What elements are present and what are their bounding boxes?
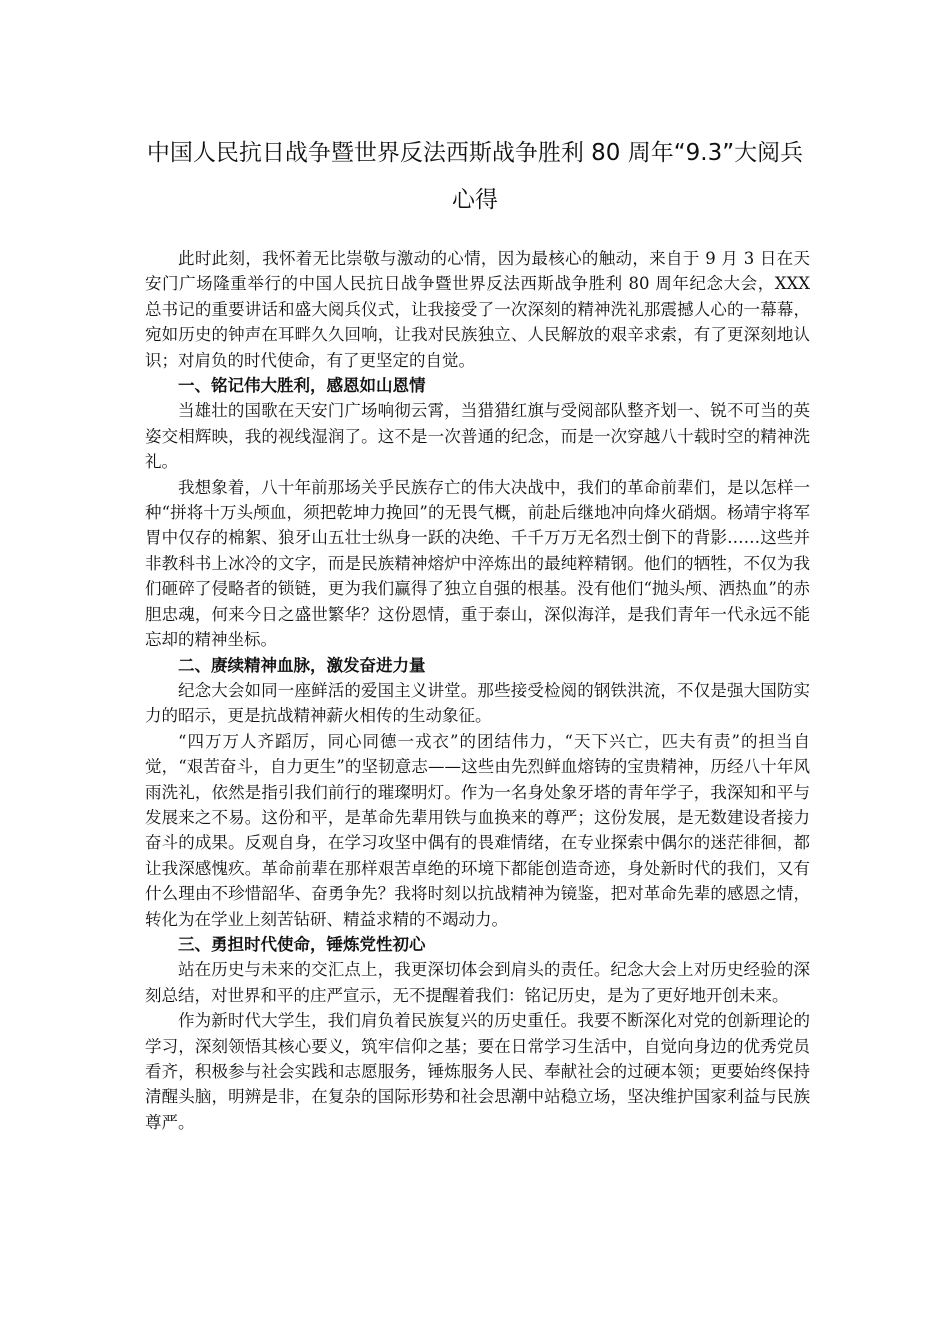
section-1-paragraph-1: 当雄壮的国歌在天安门广场响彻云霄，当猎猎红旗与受阅部队整齐划一、锐不可当的英姿交相辉映，我的视线湿润了。这不是一次普通的纪念，而是一次穿越八十载时空的精神洗礼。 bbox=[145, 401, 810, 472]
section-3-heading: 三、勇担时代使命，锤炼党性初心 bbox=[178, 934, 426, 954]
section-2-paragraph-1: 纪念大会如同一座鲜活的爱国主义讲堂。那些接受检阅的钢铁洪流，不仅是强大国防实力的昭示，更是抗战精神薪火相传的生动象征。 bbox=[145, 680, 810, 726]
section-1-paragraph-2: 我想象着，八十年前那场关乎民族存亡的伟大决战中，我们的革命前辈们，是以怎样一种“拼将十万头颅血，须把乾坤力挽回”的无畏气概，前赴后继地冲向烽火硝烟。杨靖宇将军胃中仅存的棉絮、狼牙山五壮士纵身一跃的决绝、千千万万无名烈士倒下的背影……这些并非教科书上冰冷的文字，而是民族精神熔炉中淬炼出的最纯粹精钢。他们的牺牲，不仅为我们砸碎了侵略者的锁链，更为我们赢得了独立自强的根基。没有他们“抛头颅、洒热血”的赤胆忠魂，何来今日之盛世繁华？这份恩情，重于泰山，深似海洋，是我们青年一代永远不能忘却的精神坐标。 bbox=[145, 477, 810, 650]
section-3-paragraph-1: 站在历史与未来的交汇点上，我更深切体会到肩头的责任。纪念大会上对历史经验的深刻总结，对世界和平的庄严宣示，无不提醒着我们：铭记历史，是为了更好地开创未来。 bbox=[145, 960, 810, 1005]
document-title-line1: 中国人民抗日战争暨世界反法西斯战争胜利 80 周年“9.3”大阅兵 bbox=[146, 140, 804, 166]
section-2-paragraph-2: “四万万人齐蹈厉，同心同德一戎衣”的团结伟力，“天下兴亡，匹夫有责”的担当自觉，“艰苦奋斗，自力更生”的坚韧意志——这些由先烈鲜血熔铸的宝贵精神，历经八十年风雨洗礼，依然是指引我们前行的璀璨明灯。作为一名身处象牙塔的青年学子，我深知和平与发展来之不易。这份和平，是革命先辈用铁与血换来的尊严；这份发展，是无数建设者接力奋斗的成果。反观自身，在学习攻坚中偶有的畏难情绪，在专业探索中偶尔的迷茫徘徊，都让我深感愧疚。革命前辈在那样艰苦卓绝的环境下都能创造奇迹，身处新时代的我们，又有什么理由不珍惜韶华、奋勇争先？我将时刻以抗战精神为镜鉴，把对革命先辈的感恩之情，转化为在学业上刻苦钻研、精益求精的不竭动力。 bbox=[145, 731, 810, 929]
section-3-paragraph-2: 作为新时代大学生，我们肩负着民族复兴的历史重任。我要不断深化对党的创新理论的学习，深刻领悟其核心要义，筑牢信仰之基；要在日常学习生活中，自觉向身边的优秀党员看齐，积极参与社会实践和志愿服务，锤炼服务人民、奉献社会的过硬本领；更要始终保持清醒头脑，明辨是非，在复杂的国际形势和社会思潮中站稳立场，坚决维护国家利益与民族尊严。 bbox=[145, 1011, 810, 1132]
document-body bbox=[145, 246, 810, 1135]
section-2-heading: 二、赓续精神血脉，激发奋进力量 bbox=[178, 655, 426, 675]
section-1-heading: 一、铭记伟大胜利，感恩如山恩情 bbox=[178, 376, 426, 396]
intro-paragraph: 此时此刻，我怀着无比崇敬与激动的心情，因为最核心的触动，来自于 9 月 3 日在天安门广场隆重举行的中国人民抗日战争暨世界反法西斯战争胜利 80 周年纪念大会，XXX 总书记的重要讲话和盛大阅兵仪式，让我接受了一次深刻的精神洗礼那震撼人心的一幕幕，宛如历史的钟声在耳畔久久回响，让我对民族独立、人民解放的艰辛求索，有了更深刻地认识；对肩负的时代使命，有了更坚定的自觉。 bbox=[145, 249, 810, 370]
document-title-line2: 心得 bbox=[452, 187, 498, 213]
